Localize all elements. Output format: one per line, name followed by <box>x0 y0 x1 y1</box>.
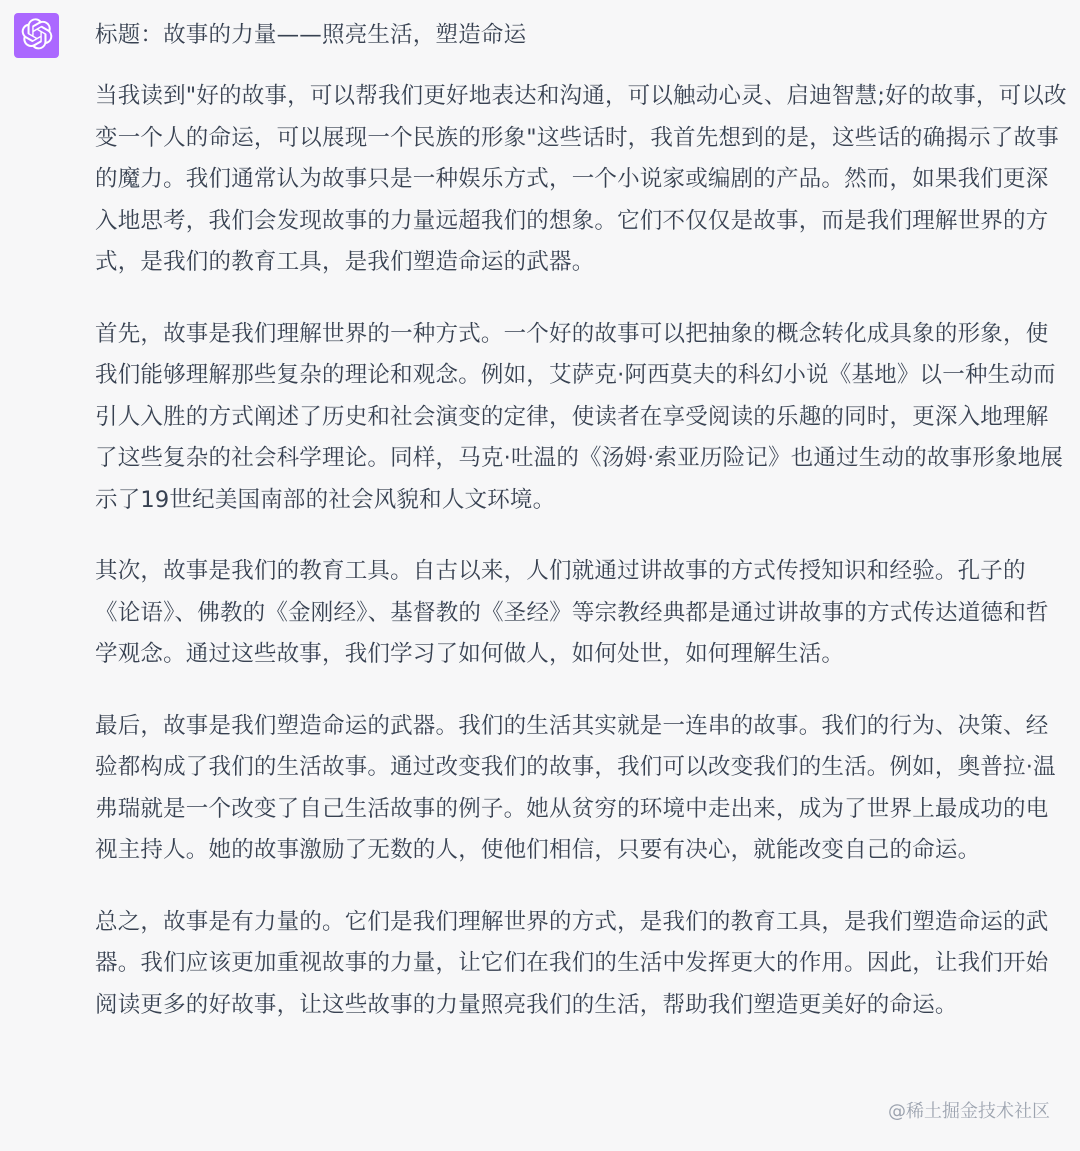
paragraph-conclusion: 总之，故事是有力量的。它们是我们理解世界的方式，是我们的教育工具，是我们塑造命运的武器。我们应该更加重视故事的力量，让它们在我们的生活中发挥更大的作用。因此，让我们开始阅读更多的好故事，让这些故事的力量照亮我们的生活，帮助我们塑造更美好的命运。 <box>95 908 1049 1018</box>
paragraph-first: 首先，故事是我们理解世界的一种方式。一个好的故事可以把抽象的概念转化成具象的形象，使我们能够理解那些复杂的理论和观念。例如，艾萨克·阿西莫夫的科幻小说《基地》以一种生动而引人入胜的方式阐述了历史和社会演变的定律，使读者在享受阅读的乐趣的同时，更深入地理解了这些复杂的社会科学理论。同样，马克·吐温的《汤姆·索亚历险记》也通过生动的故事形象地展示了19世纪美国南部的社会风貌和人文环境。 <box>95 320 1064 513</box>
assistant-avatar <box>14 13 59 58</box>
paragraph-second: 其次，故事是我们的教育工具。自古以来，人们就通过讲故事的方式传授知识和经验。孔子的《论语》、佛教的《金刚经》、基督教的《圣经》等宗教经典都是通过讲故事的方式传达道德和哲学观念。通过这些故事，我们学习了如何做人，如何处世，如何理解生活。 <box>95 558 1049 667</box>
message-content <box>95 14 1067 1056</box>
paragraph-last: 最后，故事是我们塑造命运的武器。我们的生活其实就是一连串的故事。我们的行为、决策、经验都构成了我们的生活故事。通过改变我们的故事，我们可以改变我们的生活。例如，奥普拉·温弗瑞就是一个改变了自己生活故事的例子。她从贫穷的环境中走出来，成为了世界上最成功的电视主持人。她的故事激励了无数的人，使他们相信，只要有决心，就能改变自己的命运。 <box>95 712 1056 863</box>
openai-logo-icon <box>21 18 53 54</box>
message-title: 标题：故事的力量——照亮生活，塑造命运 <box>95 22 527 48</box>
paragraph-intro: 当我读到"好的故事，可以帮我们更好地表达和沟通，可以触动心灵、启迪智慧;好的故事，可以改变一个人的命运，可以展现一个民族的形象"这些话时，我首先想到的是，这些话的确揭示了故事的魔力。我们通常认为故事只是一种娱乐方式，一个小说家或编剧的产品。然而，如果我们更深入地思考，我们会发现故事的力量远超我们的想象。它们不仅仅是故事，而是我们理解世界的方式，是我们的教育工具，是我们塑造命运的武器。 <box>95 83 1067 275</box>
watermark: @稀土掘金技术社区 <box>888 1101 1050 1122</box>
